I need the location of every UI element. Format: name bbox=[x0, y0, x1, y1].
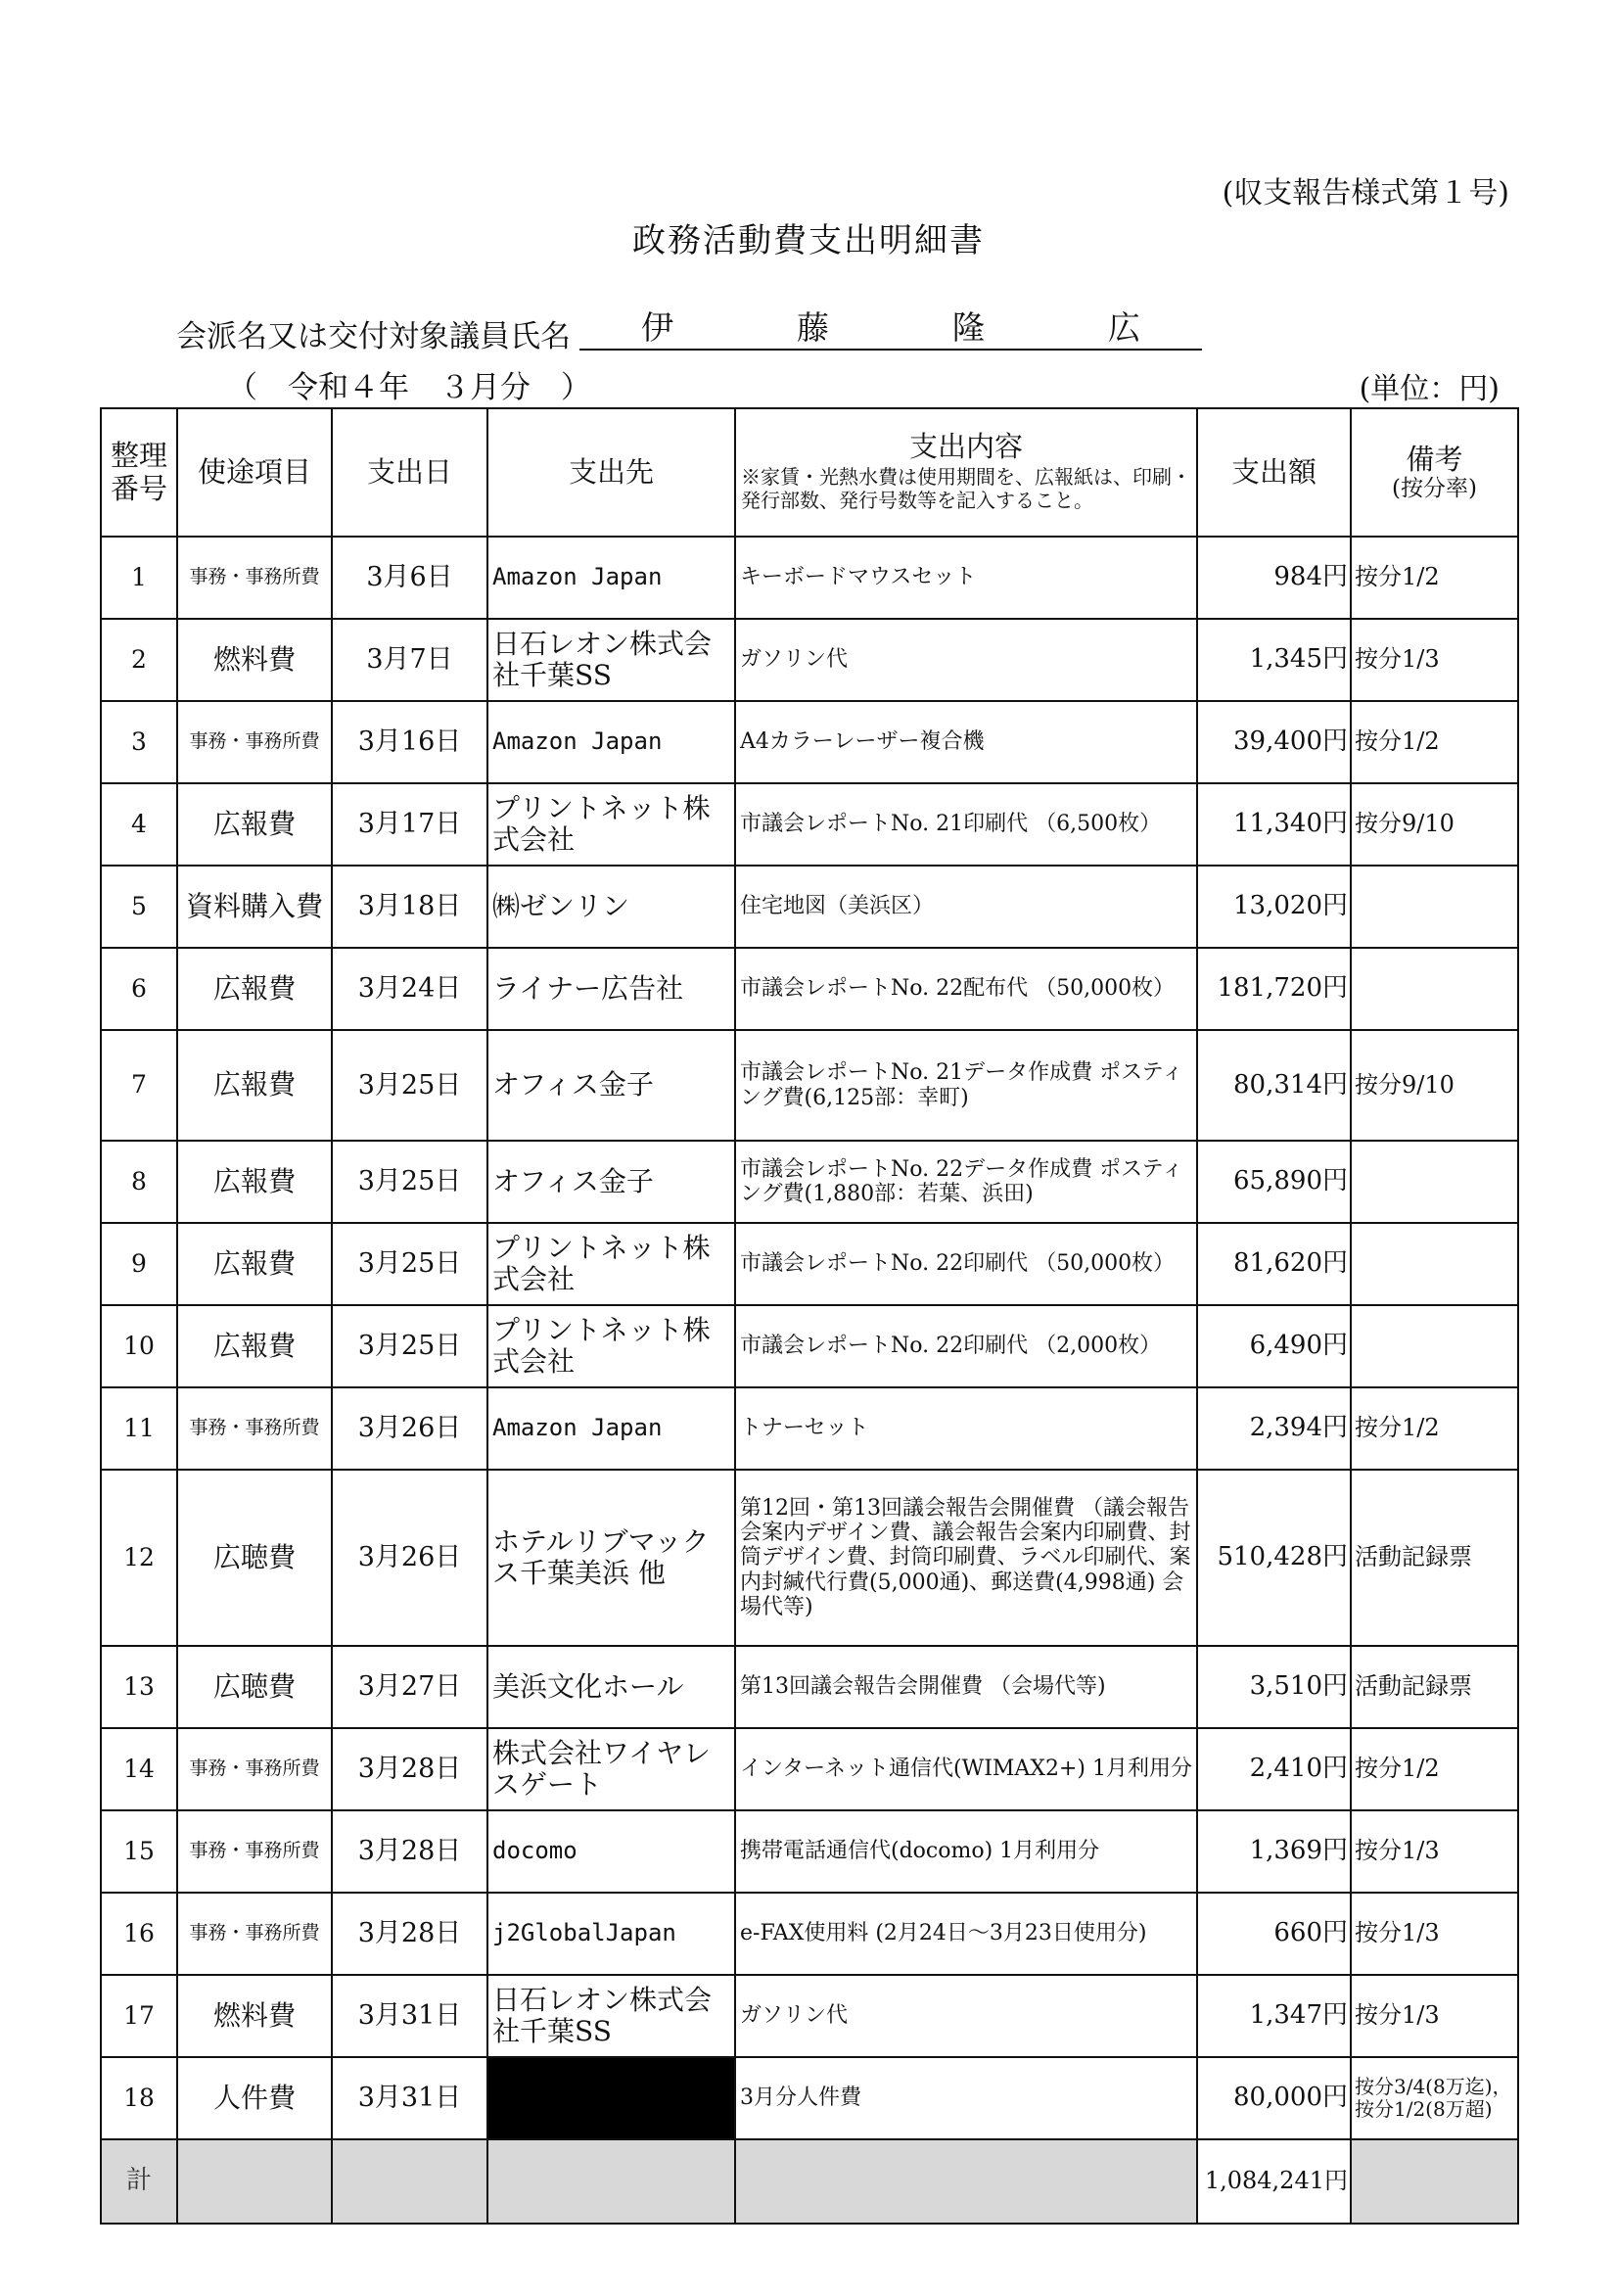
cell-content: キーボードマウスセット bbox=[735, 537, 1197, 619]
cell-no: 5 bbox=[101, 866, 177, 948]
cell-date: 3月28日 bbox=[332, 1893, 487, 1975]
header-no: 整理番号 bbox=[101, 408, 177, 537]
cell-remark bbox=[1351, 1223, 1518, 1305]
cell-no: 8 bbox=[101, 1141, 177, 1223]
table-row bbox=[101, 1305, 1518, 1387]
cell-payee: ライナー広告社 bbox=[487, 948, 735, 1030]
cell-date: 3月26日 bbox=[332, 1387, 487, 1470]
cell-no: 2 bbox=[101, 619, 177, 701]
cell-no: 7 bbox=[101, 1030, 177, 1141]
cell-remark: 按分1/3 bbox=[1351, 1810, 1518, 1893]
cell-date: 3月17日 bbox=[332, 783, 487, 866]
cell-amount: 80,314円 bbox=[1197, 1030, 1351, 1141]
header-remark-sub: (按分率) bbox=[1392, 475, 1477, 501]
expense-table bbox=[100, 407, 1519, 2225]
member-name-char: 藤 bbox=[797, 308, 829, 347]
cell-date: 3月18日 bbox=[332, 866, 487, 948]
cell-remark: 按分3/4(8万迄)，按分1/2(8万超) bbox=[1351, 2057, 1518, 2139]
total-label: 計 bbox=[101, 2139, 177, 2224]
cell-payee: ㈱ゼンリン bbox=[487, 866, 735, 948]
form-number: (収支報告様式第１号) bbox=[1222, 176, 1509, 211]
header-content-label: 支出内容 bbox=[908, 429, 1023, 463]
table-row bbox=[101, 537, 1518, 619]
cell-no: 10 bbox=[101, 1305, 177, 1387]
table-row bbox=[101, 1975, 1518, 2057]
table-row bbox=[101, 1387, 1518, 1470]
cell-amount: 6,490円 bbox=[1197, 1305, 1351, 1387]
cell-content: トナーセット bbox=[735, 1387, 1197, 1470]
cell-date: 3月24日 bbox=[332, 948, 487, 1030]
header-remark-label: 備考 bbox=[1406, 442, 1463, 476]
cell-content: ガソリン代 bbox=[735, 1975, 1197, 2057]
cell-amount: 1,369円 bbox=[1197, 1810, 1351, 1893]
cell-remark: 按分1/2 bbox=[1351, 701, 1518, 783]
total-blank bbox=[332, 2139, 487, 2224]
table-row bbox=[101, 619, 1518, 701]
cell-content: インターネット通信代(WIMAX2+) 1月利用分 bbox=[735, 1728, 1197, 1810]
cell-remark bbox=[1351, 866, 1518, 948]
cell-amount: 984円 bbox=[1197, 537, 1351, 619]
table-row bbox=[101, 783, 1518, 866]
cell-date: 3月28日 bbox=[332, 1728, 487, 1810]
cell-amount: 2,394円 bbox=[1197, 1387, 1351, 1470]
cell-category: 事務・事務所費 bbox=[177, 701, 332, 783]
cell-content: 3月分人件費 bbox=[735, 2057, 1197, 2139]
cell-payee: Amazon Japan bbox=[487, 537, 735, 619]
header-remark bbox=[1351, 408, 1518, 537]
cell-payee: Amazon Japan bbox=[487, 1387, 735, 1470]
cell-amount: 81,620円 bbox=[1197, 1223, 1351, 1305]
cell-amount: 11,340円 bbox=[1197, 783, 1351, 866]
table-row bbox=[101, 1223, 1518, 1305]
cell-date: 3月25日 bbox=[332, 1305, 487, 1387]
cell-payee: オフィス金子 bbox=[487, 1141, 735, 1223]
cell-no: 4 bbox=[101, 783, 177, 866]
header-row bbox=[101, 408, 1518, 537]
cell-amount: 65,890円 bbox=[1197, 1141, 1351, 1223]
cell-amount: 39,400円 bbox=[1197, 701, 1351, 783]
table-row bbox=[101, 1728, 1518, 1810]
cell-category: 燃料費 bbox=[177, 1975, 332, 2057]
cell-payee: プリントネット株式会社 bbox=[487, 1223, 735, 1305]
cell-no: 13 bbox=[101, 1646, 177, 1728]
member-name bbox=[579, 305, 1202, 351]
cell-no: 12 bbox=[101, 1470, 177, 1646]
cell-remark: 按分9/10 bbox=[1351, 1030, 1518, 1141]
total-blank bbox=[1351, 2139, 1518, 2224]
table-row bbox=[101, 1030, 1518, 1141]
cell-date: 3月31日 bbox=[332, 2057, 487, 2139]
cell-category: 事務・事務所費 bbox=[177, 1728, 332, 1810]
table-row bbox=[101, 1893, 1518, 1975]
cell-category: 広報費 bbox=[177, 1305, 332, 1387]
cell-no: 15 bbox=[101, 1810, 177, 1893]
cell-category: 広聴費 bbox=[177, 1470, 332, 1646]
cell-remark: 活動記録票 bbox=[1351, 1646, 1518, 1728]
reporting-period: （ 令和４年 ３月分 ） bbox=[227, 370, 591, 405]
unit-label: (単位：円) bbox=[1359, 372, 1500, 406]
cell-content: 第12回・第13回議会報告会開催費 （議会報告会案内デザイン費、議会報告会案内印刷費、封筒デザイン費、封筒印刷費、ラベル印刷代、案内封緘代行費(5,000通)、郵送費(4,998通) 会場代等) bbox=[735, 1470, 1197, 1646]
table-row bbox=[101, 948, 1518, 1030]
total-blank bbox=[487, 2139, 735, 2224]
member-label: 会派名又は交付対象議員氏名 bbox=[176, 319, 571, 354]
cell-amount: 181,720円 bbox=[1197, 948, 1351, 1030]
cell-amount: 2,410円 bbox=[1197, 1728, 1351, 1810]
cell-payee: プリントネット株式会社 bbox=[487, 1305, 735, 1387]
cell-remark: 按分1/2 bbox=[1351, 537, 1518, 619]
cell-no: 16 bbox=[101, 1893, 177, 1975]
cell-remark bbox=[1351, 948, 1518, 1030]
cell-category: 広報費 bbox=[177, 1030, 332, 1141]
cell-no: 11 bbox=[101, 1387, 177, 1470]
cell-category: 燃料費 bbox=[177, 619, 332, 701]
header-amount: 支出額 bbox=[1197, 408, 1351, 537]
cell-date: 3月7日 bbox=[332, 619, 487, 701]
member-name-char: 伊 bbox=[641, 308, 673, 347]
cell-content: 市議会レポートNo. 22印刷代 （50,000枚） bbox=[735, 1223, 1197, 1305]
cell-content: ガソリン代 bbox=[735, 619, 1197, 701]
cell-category: 広報費 bbox=[177, 783, 332, 866]
cell-content: 市議会レポートNo. 21データ作成費 ポスティング費(6,125部：幸町) bbox=[735, 1030, 1197, 1141]
cell-content: e-FAX使用料 (2月24日～3月23日使用分) bbox=[735, 1893, 1197, 1975]
cell-content: 市議会レポートNo. 22印刷代 （2,000枚） bbox=[735, 1305, 1197, 1387]
cell-remark bbox=[1351, 1141, 1518, 1223]
cell-date: 3月31日 bbox=[332, 1975, 487, 2057]
table-row bbox=[101, 1646, 1518, 1728]
cell-amount: 80,000円 bbox=[1197, 2057, 1351, 2139]
cell-date: 3月28日 bbox=[332, 1810, 487, 1893]
cell-no: 18 bbox=[101, 2057, 177, 2139]
cell-content: 市議会レポートNo. 22データ作成費 ポスティング費(1,880部：若葉、浜田) bbox=[735, 1141, 1197, 1223]
cell-remark: 按分9/10 bbox=[1351, 783, 1518, 866]
cell-date: 3月26日 bbox=[332, 1470, 487, 1646]
total-amount: 1,084,241円 bbox=[1197, 2139, 1351, 2224]
header-category: 使途項目 bbox=[177, 408, 332, 537]
cell-content: 住宅地図（美浜区） bbox=[735, 866, 1197, 948]
table-row bbox=[101, 866, 1518, 948]
cell-payee: docomo bbox=[487, 1810, 735, 1893]
cell-category: 人件費 bbox=[177, 2057, 332, 2139]
table-row bbox=[101, 1141, 1518, 1223]
cell-remark: 按分1/2 bbox=[1351, 1387, 1518, 1470]
member-name-char: 隆 bbox=[952, 308, 985, 347]
cell-payee: オフィス金子 bbox=[487, 1030, 735, 1141]
cell-payee: ホテルリブマックス千葉美浜 他 bbox=[487, 1470, 735, 1646]
cell-payee: 株式会社ワイヤレスゲート bbox=[487, 1728, 735, 1810]
cell-no: 1 bbox=[101, 537, 177, 619]
cell-amount: 660円 bbox=[1197, 1893, 1351, 1975]
cell-no: 6 bbox=[101, 948, 177, 1030]
cell-remark: 按分1/3 bbox=[1351, 619, 1518, 701]
cell-date: 3月16日 bbox=[332, 701, 487, 783]
member-name-char: 広 bbox=[1108, 308, 1140, 347]
cell-remark: 按分1/2 bbox=[1351, 1728, 1518, 1810]
cell-category: 資料購入費 bbox=[177, 866, 332, 948]
cell-category: 広報費 bbox=[177, 948, 332, 1030]
cell-remark: 活動記録票 bbox=[1351, 1470, 1518, 1646]
cell-content: 市議会レポートNo. 22配布代 （50,000枚） bbox=[735, 948, 1197, 1030]
cell-content: 携帯電話通信代(docomo) 1月利用分 bbox=[735, 1810, 1197, 1893]
cell-category: 事務・事務所費 bbox=[177, 1387, 332, 1470]
total-blank bbox=[735, 2139, 1197, 2224]
cell-remark bbox=[1351, 1305, 1518, 1387]
cell-remark: 按分1/3 bbox=[1351, 1975, 1518, 2057]
cell-no: 3 bbox=[101, 701, 177, 783]
cell-category: 広報費 bbox=[177, 1223, 332, 1305]
page-title: 政務活動費支出明細書 bbox=[632, 221, 985, 260]
cell-amount: 510,428円 bbox=[1197, 1470, 1351, 1646]
cell-payee: 美浜文化ホール bbox=[487, 1646, 735, 1728]
header-content bbox=[735, 408, 1197, 537]
cell-category: 事務・事務所費 bbox=[177, 1810, 332, 1893]
cell-no: 17 bbox=[101, 1975, 177, 2057]
cell-category: 事務・事務所費 bbox=[177, 1893, 332, 1975]
cell-amount: 1,347円 bbox=[1197, 1975, 1351, 2057]
cell-no: 9 bbox=[101, 1223, 177, 1305]
table-row bbox=[101, 2057, 1518, 2139]
total-row bbox=[101, 2139, 1518, 2224]
cell-payee: Amazon Japan bbox=[487, 701, 735, 783]
redacted-block bbox=[487, 2057, 735, 2139]
table-row bbox=[101, 1810, 1518, 1893]
cell-category: 広報費 bbox=[177, 1141, 332, 1223]
cell-date: 3月6日 bbox=[332, 537, 487, 619]
cell-payee: 日石レオン株式会社千葉SS bbox=[487, 1975, 735, 2057]
cell-category: 事務・事務所費 bbox=[177, 537, 332, 619]
cell-amount: 1,345円 bbox=[1197, 619, 1351, 701]
table-row bbox=[101, 701, 1518, 783]
header-date: 支出日 bbox=[332, 408, 487, 537]
cell-date: 3月25日 bbox=[332, 1030, 487, 1141]
cell-payee: 日石レオン株式会社千葉SS bbox=[487, 619, 735, 701]
cell-category: 広聴費 bbox=[177, 1646, 332, 1728]
total-blank bbox=[177, 2139, 332, 2224]
cell-payee: j2GlobalJapan bbox=[487, 1893, 735, 1975]
cell-amount: 3,510円 bbox=[1197, 1646, 1351, 1728]
cell-remark: 按分1/3 bbox=[1351, 1893, 1518, 1975]
header-payee: 支出先 bbox=[487, 408, 735, 537]
cell-content: A4カラーレーザー複合機 bbox=[735, 701, 1197, 783]
cell-content: 第13回議会報告会開催費 （会場代等) bbox=[735, 1646, 1197, 1728]
cell-date: 3月25日 bbox=[332, 1223, 487, 1305]
cell-date: 3月27日 bbox=[332, 1646, 487, 1728]
cell-amount: 13,020円 bbox=[1197, 866, 1351, 948]
header-content-note: ※家賃・光熱水費は使用期間を、広報紙は、印刷・発行部数、発行号数等を記入すること。 bbox=[741, 465, 1191, 513]
cell-no: 14 bbox=[101, 1728, 177, 1810]
cell-date: 3月25日 bbox=[332, 1141, 487, 1223]
table-row bbox=[101, 1470, 1518, 1646]
cell-content: 市議会レポートNo. 21印刷代 （6,500枚） bbox=[735, 783, 1197, 866]
cell-payee: プリントネット株式会社 bbox=[487, 783, 735, 866]
